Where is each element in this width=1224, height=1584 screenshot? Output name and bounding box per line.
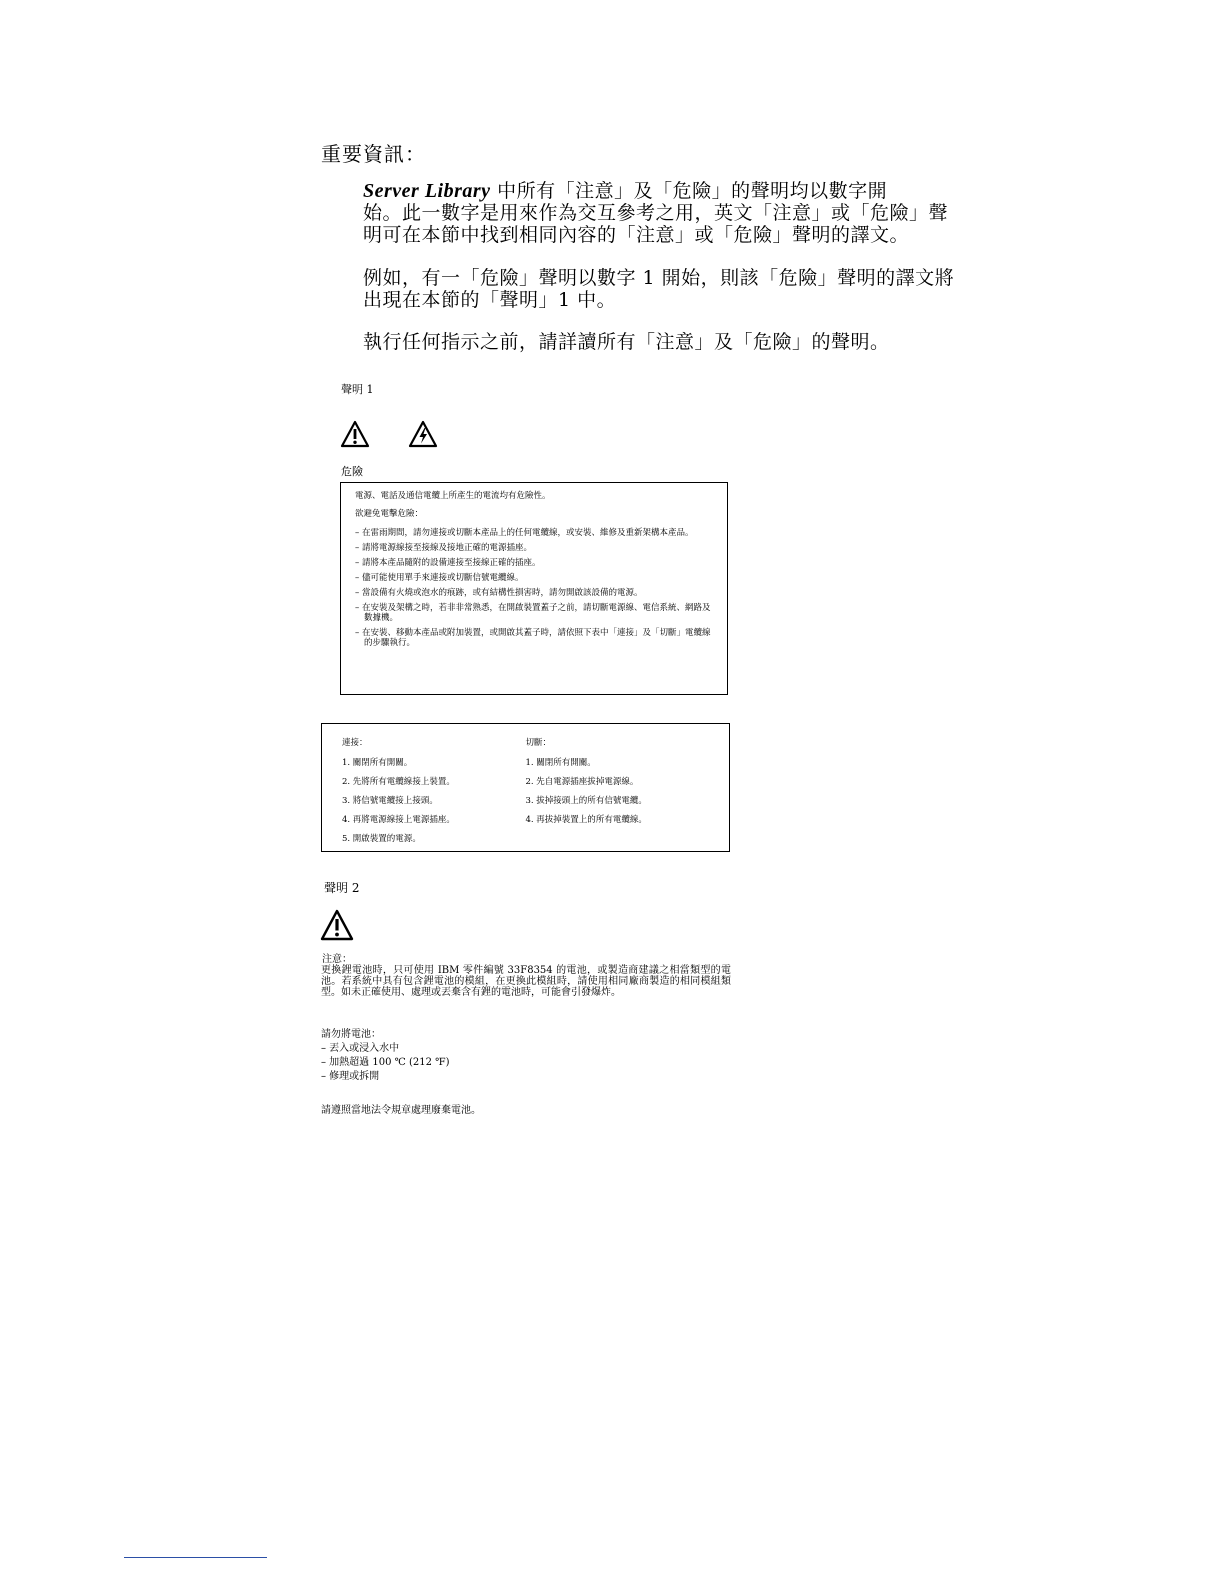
danger-list-item: – 在安裝及架構之時，若非非常熟悉，在開啟裝置蓋子之前，請切斷電源線、電信系統、網路及數據機。 [355, 603, 711, 623]
do-not-label: 請勿將電池： [321, 1029, 381, 1040]
intro-paragraph-3: 執行任何指示之前，請詳讀所有「注意」及「危險」的聲明。 [363, 331, 890, 353]
battery-do-not-list [321, 1028, 450, 1084]
danger-list-item: – 儘可能使用單手來連接或切斷信號電纜線。 [355, 573, 524, 583]
do-not-item: – 修理或拆開 [321, 1071, 380, 1082]
danger-list [355, 528, 713, 648]
do-not-item: – 丟入或浸入水中 [321, 1043, 400, 1054]
warning-triangle-icon [320, 909, 354, 945]
danger-notice-box [340, 482, 728, 695]
page-heading: 重要資訊： [321, 142, 426, 166]
connect-column [342, 738, 526, 851]
disconnect-step: 3. 拔掉接頭上的所有信號電纜。 [525, 796, 647, 806]
danger-list-item: – 請將電源線接至接線及接地正確的電源插座。 [355, 543, 532, 553]
connect-header: 連接： [342, 738, 368, 748]
statement-2-label: 聲明 2 [324, 881, 360, 895]
do-not-items [321, 1042, 450, 1084]
connect-step: 5. 開啟裝置的電源。 [342, 834, 421, 844]
caution-label: 注意： [322, 954, 352, 965]
intro-paragraph-2: 例如，有一「危險」聲明以數字 1 開始，則該「危險」聲明的譯文將 出現在本節的「聲明」1 中。 [363, 267, 955, 311]
disconnect-header: 切斷： [525, 738, 552, 748]
intro-paragraph-1 [363, 180, 1003, 246]
connect-disconnect-table [321, 723, 730, 852]
warning-triangle-icon [340, 420, 370, 448]
connect-steps [342, 758, 526, 844]
disconnect-column [526, 738, 710, 851]
danger-list-item: – 請將本產品隨附的設備連接至接線正確的插座。 [355, 558, 541, 568]
statement-1-label: 聲明 1 [341, 383, 374, 396]
danger-list-item: – 當設備有火燒或泡水的痕跡，或有結構性損害時，請勿開啟該設備的電源。 [355, 588, 643, 598]
statement-1-icons [340, 420, 438, 448]
connect-step: 3. 將信號電纜接上接頭。 [342, 796, 438, 806]
high-voltage-icon [408, 420, 438, 448]
danger-list-item: – 在安裝、移動本產品或附加裝置，或開啟其蓋子時，請依照下表中「連接」及「切斷」電纜線的步驟執行。 [355, 628, 711, 648]
connect-step: 1. 關閉所有開關。 [342, 758, 413, 768]
connect-step: 4. 再將電源線接上電源插座。 [342, 815, 455, 825]
disconnect-step: 1. 關閉所有開關。 [525, 758, 596, 768]
footnote-divider [124, 1557, 267, 1558]
disconnect-step: 2. 先自電源插座拔掉電源線。 [525, 777, 639, 787]
battery-disposal-note: 請遵照當地法令規章處理廢棄電池。 [321, 1105, 481, 1116]
disconnect-step: 4. 再拔掉裝置上的所有電纜線。 [525, 815, 647, 825]
disconnect-steps [526, 758, 710, 825]
danger-line-2: 欲避免電擊危險： [355, 509, 424, 519]
intro-paragraph-1-text: 中所有「注意」及「危險」的聲明均以數字開 始。此一數字是用來作為交互參考之用，英文「注意」或「危險」聲 明可在本節中找到相同內容的「注意」或「危險」聲明的譯文。 [363, 180, 949, 246]
server-library-title: Server Library [363, 180, 491, 202]
do-not-item: – 加熱超過 100 ℃ (212 ℉) [321, 1057, 450, 1068]
danger-list-item: – 在雷雨期間，請勿連接或切斷本產品上的任何電纜線，或安裝、維修及重新架構本產品。 [355, 528, 694, 538]
danger-line-1: 電源、電話及通信電纜上所產生的電流均有危險性。 [355, 491, 551, 501]
danger-label: 危險 [341, 465, 363, 478]
caution-text: 更換鋰電池時，只可使用 IBM 零件編號 33F8354 的電池，或製造商建議之相當類型的電池。若系統中具有包含鋰電池的模組，在更換此模組時，請使用相同廠商製造的相同模組類型。如未正確使用、處理或丟棄含有鋰的電池時，可能會引發爆炸。 [321, 965, 731, 998]
connect-step: 2. 先將所有電纜線接上裝置。 [342, 777, 455, 787]
